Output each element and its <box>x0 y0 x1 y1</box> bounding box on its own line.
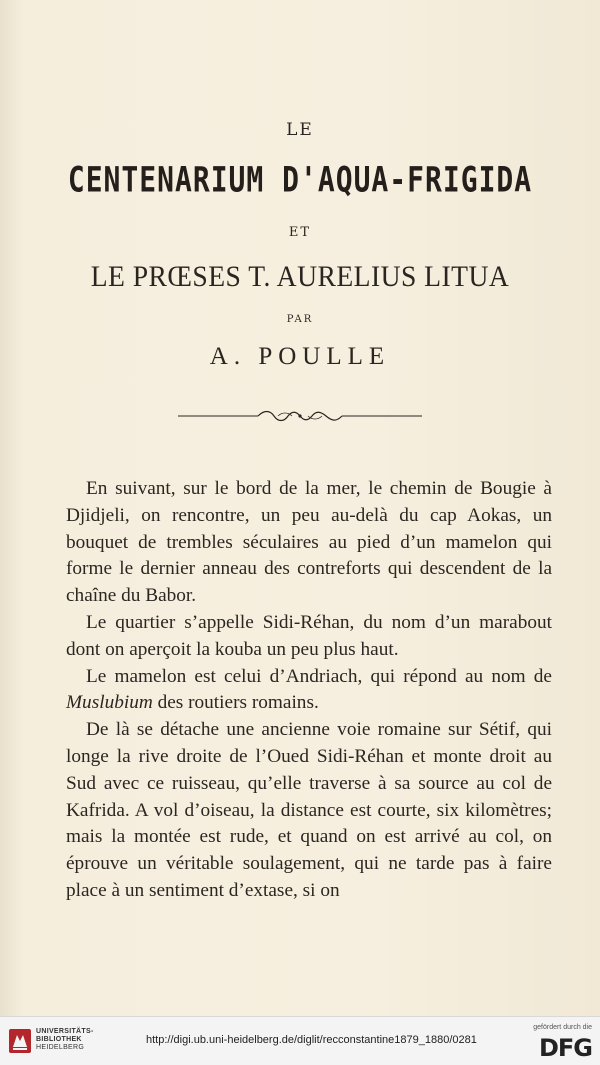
library-line-1: UNIVERSITÄTS- <box>36 1028 94 1035</box>
university-seal-icon <box>8 1027 32 1055</box>
heading-et: ET <box>288 225 312 240</box>
paragraph-3 <box>66 664 552 718</box>
library-name <box>36 1028 94 1052</box>
paragraph-1: En suivant, sur le bord de la mer, le chemin de Bougie à Djidjeli, on rencontre, un peu au-delà du cap Aokas, un bouquet de trembles séculaires au pied d’un mamelon qui forme le dernier anneau des contreforts qui descendent de la chaîne du Babor. <box>66 478 552 607</box>
permalink[interactable]: http://digi.ub.uni-heidelberg.de/diglit/recconstantine1879_1880/0281 <box>146 1034 477 1046</box>
body-text <box>66 476 552 905</box>
paragraph-3-start: Le mamelon est celui d’Andriach, qui répond au nom de <box>86 665 552 687</box>
dfg-logo: DFG <box>538 1034 592 1062</box>
viewer-footer <box>0 1016 600 1065</box>
paragraph-4: De là se détache une ancienne voie romaine sur Sétif, qui longe la rive droite de l’Oued Sidi-Réhan et monte droit au Sud avec ce ruisseau, qu’elle traverse à sa source au col de Kafrida. A vol d’oiseau, la distance est courte, six kilomètres; mais la montée est rude, et quand on est arrivé au col, on éprouve un véritable soulagement, qui ne tarde pas à faire place à un sentiment d’extase, si on <box>66 719 552 901</box>
ornament-divider-icon <box>178 408 422 424</box>
heading-par: PAR <box>286 314 314 325</box>
library-line-3: HEIDELBERG <box>36 1044 85 1051</box>
heading-le: LE <box>286 120 314 140</box>
author-name: A. POULLE <box>209 343 391 370</box>
funded-by-caption: gefördert durch die <box>533 1024 592 1031</box>
main-title: CENTENARIUM D'AQUA-FRIGIDA <box>67 158 533 201</box>
library-line-2: BIBLIOTHEK <box>36 1036 82 1043</box>
paragraph-3-end: des routiers romains. <box>152 692 319 714</box>
sub-title: LE PRŒSES T. AURELIUS LITUA <box>90 260 510 293</box>
paragraph-2: Le quartier s’appelle Sidi-Réhan, du nom d’un marabout dont on aperçoit la kouba un peu plus haut. <box>66 611 552 660</box>
paragraph-3-italic: Muslubium <box>66 692 153 714</box>
